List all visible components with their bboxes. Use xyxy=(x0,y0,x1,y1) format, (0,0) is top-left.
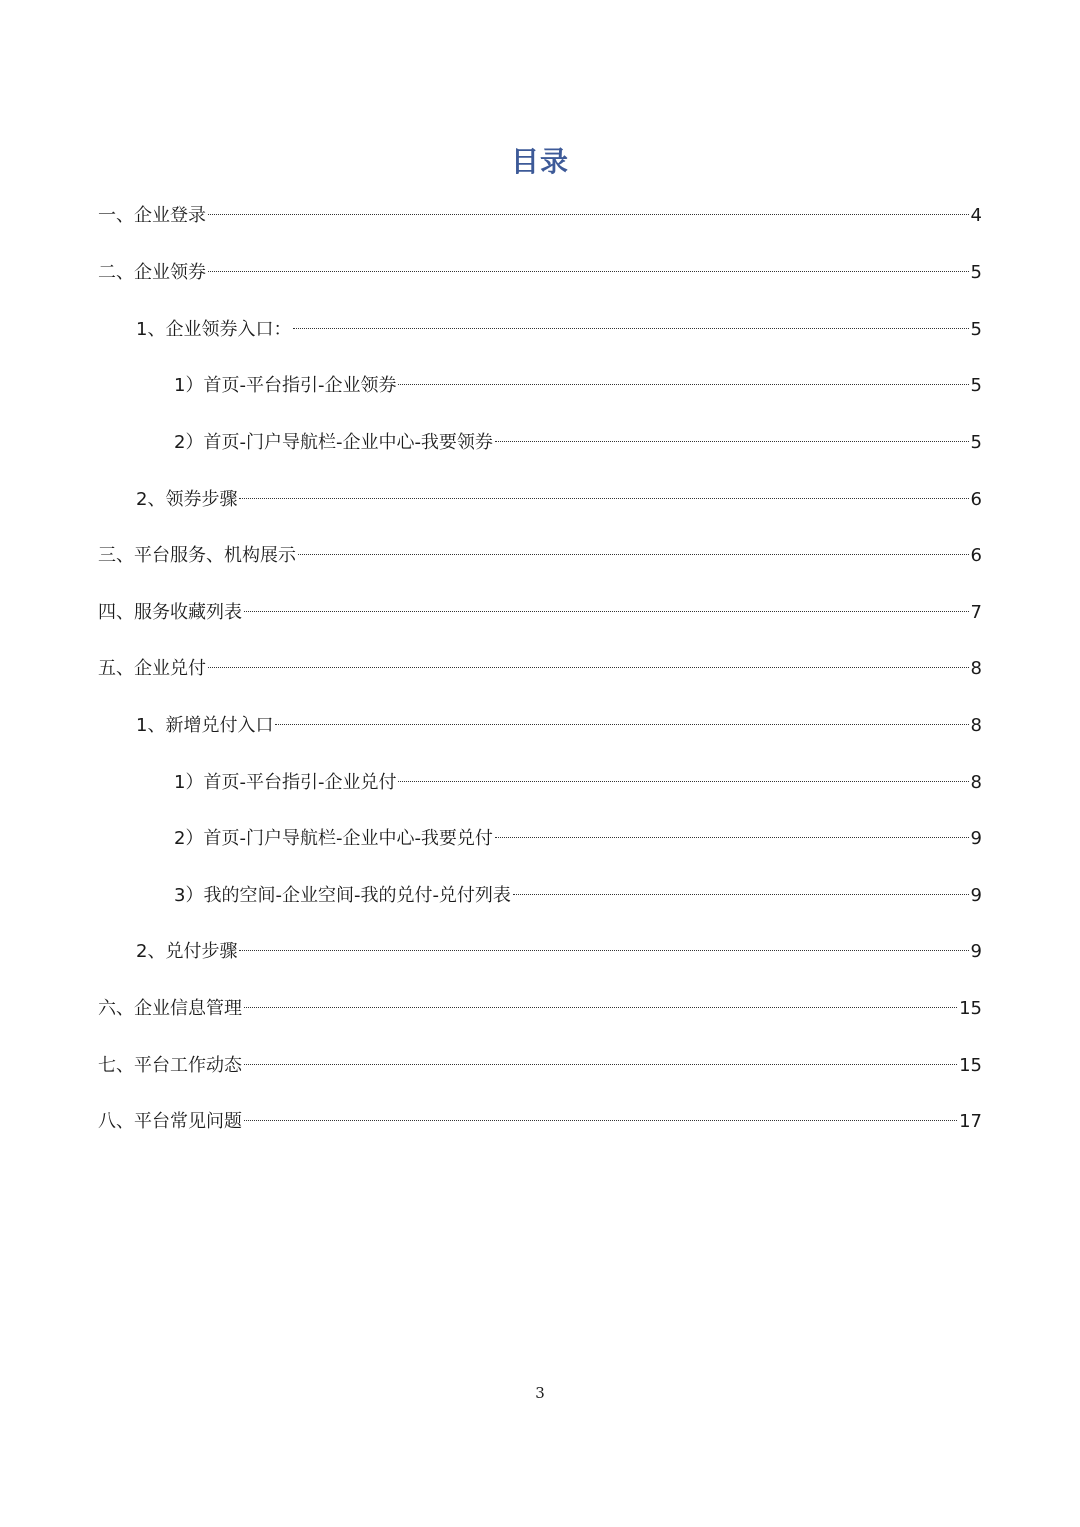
dot-leader xyxy=(495,441,969,442)
dot-leader xyxy=(513,894,969,895)
toc-entry-label: 1、企业领券入口： xyxy=(136,319,292,340)
toc-entry-label: 2）首页-门户导航栏-企业中心-我要领券 xyxy=(174,432,493,453)
toc-entry-page: 9 xyxy=(970,885,982,906)
toc-entry[interactable] xyxy=(98,1107,982,1137)
toc-entry[interactable] xyxy=(98,1051,982,1081)
toc-entry-page: 5 xyxy=(970,375,982,396)
dot-leader xyxy=(244,611,969,612)
toc-entry-label: 六、企业信息管理 xyxy=(98,998,242,1019)
toc-entry-label: 1）首页-平台指引-企业领券 xyxy=(174,375,397,396)
toc-entry-page: 8 xyxy=(970,658,982,679)
toc-entry-page: 8 xyxy=(970,715,982,736)
toc-entry[interactable] xyxy=(136,485,982,515)
dot-leader xyxy=(208,214,969,215)
dot-leader xyxy=(208,667,969,668)
toc-entry[interactable] xyxy=(98,201,982,231)
toc-entry-label: 三、平台服务、机构展示 xyxy=(98,545,296,566)
toc-entry[interactable] xyxy=(174,371,982,401)
toc-entry-page: 6 xyxy=(970,489,982,510)
toc-entry-label: 2、领券步骤 xyxy=(136,489,238,510)
toc-entry-page: 9 xyxy=(970,828,982,849)
toc-entry-label: 1、新增兑付入口 xyxy=(136,715,274,736)
toc-entry-page: 5 xyxy=(970,262,982,283)
toc-entry-page: 15 xyxy=(959,1055,982,1076)
toc-entry[interactable] xyxy=(174,824,982,854)
toc-entry-page: 6 xyxy=(970,545,982,566)
dot-leader xyxy=(208,271,969,272)
toc-entry[interactable] xyxy=(136,937,982,967)
toc-entry-label: 七、平台工作动态 xyxy=(98,1055,242,1076)
toc-entry-label: 1）首页-平台指引-企业兑付 xyxy=(174,772,397,793)
toc-entry-page: 5 xyxy=(970,319,982,340)
toc-entry[interactable] xyxy=(98,598,982,628)
dot-leader xyxy=(244,1120,957,1121)
toc-entry-label: 五、企业兑付 xyxy=(98,658,206,679)
toc-entry-label: 四、服务收藏列表 xyxy=(98,602,242,623)
toc-title: 目录 xyxy=(510,145,569,178)
toc-entry[interactable] xyxy=(136,315,982,345)
toc-entry[interactable] xyxy=(174,881,982,911)
toc-entry[interactable] xyxy=(98,994,982,1024)
dot-leader xyxy=(495,837,969,838)
toc-entry[interactable] xyxy=(98,258,982,288)
toc-entry-label: 2、兑付步骤 xyxy=(136,941,238,962)
dot-leader xyxy=(239,498,968,499)
toc-entry-label: 3）我的空间-企业空间-我的兑付-兑付列表 xyxy=(174,885,511,906)
dot-leader xyxy=(298,554,969,555)
dot-leader xyxy=(275,724,968,725)
dot-leader xyxy=(398,781,968,782)
dot-leader xyxy=(398,384,968,385)
toc-entry-page: 5 xyxy=(970,432,982,453)
toc-entry-label: 2）首页-门户导航栏-企业中心-我要兑付 xyxy=(174,828,493,849)
toc-entry-page: 15 xyxy=(959,998,982,1019)
toc-entry-page: 9 xyxy=(970,941,982,962)
dot-leader xyxy=(244,1007,957,1008)
toc-entry[interactable] xyxy=(174,768,982,798)
toc-entry[interactable] xyxy=(98,654,982,684)
toc-entry-page: 17 xyxy=(959,1111,982,1132)
dot-leader xyxy=(244,1064,957,1065)
toc-entry[interactable] xyxy=(174,428,982,458)
toc-entry-page: 8 xyxy=(970,772,982,793)
dot-leader xyxy=(293,328,968,329)
toc-entry-label: 二、企业领券 xyxy=(98,262,206,283)
toc-entry[interactable] xyxy=(136,711,982,741)
toc-entry-page: 4 xyxy=(970,205,982,226)
page-number: 3 xyxy=(535,1384,545,1402)
toc-entry-label: 八、平台常见问题 xyxy=(98,1111,242,1132)
toc-entry-page: 7 xyxy=(970,602,982,623)
dot-leader xyxy=(239,950,968,951)
toc-entry[interactable] xyxy=(98,541,982,571)
toc-entry-label: 一、企业登录 xyxy=(98,205,206,226)
